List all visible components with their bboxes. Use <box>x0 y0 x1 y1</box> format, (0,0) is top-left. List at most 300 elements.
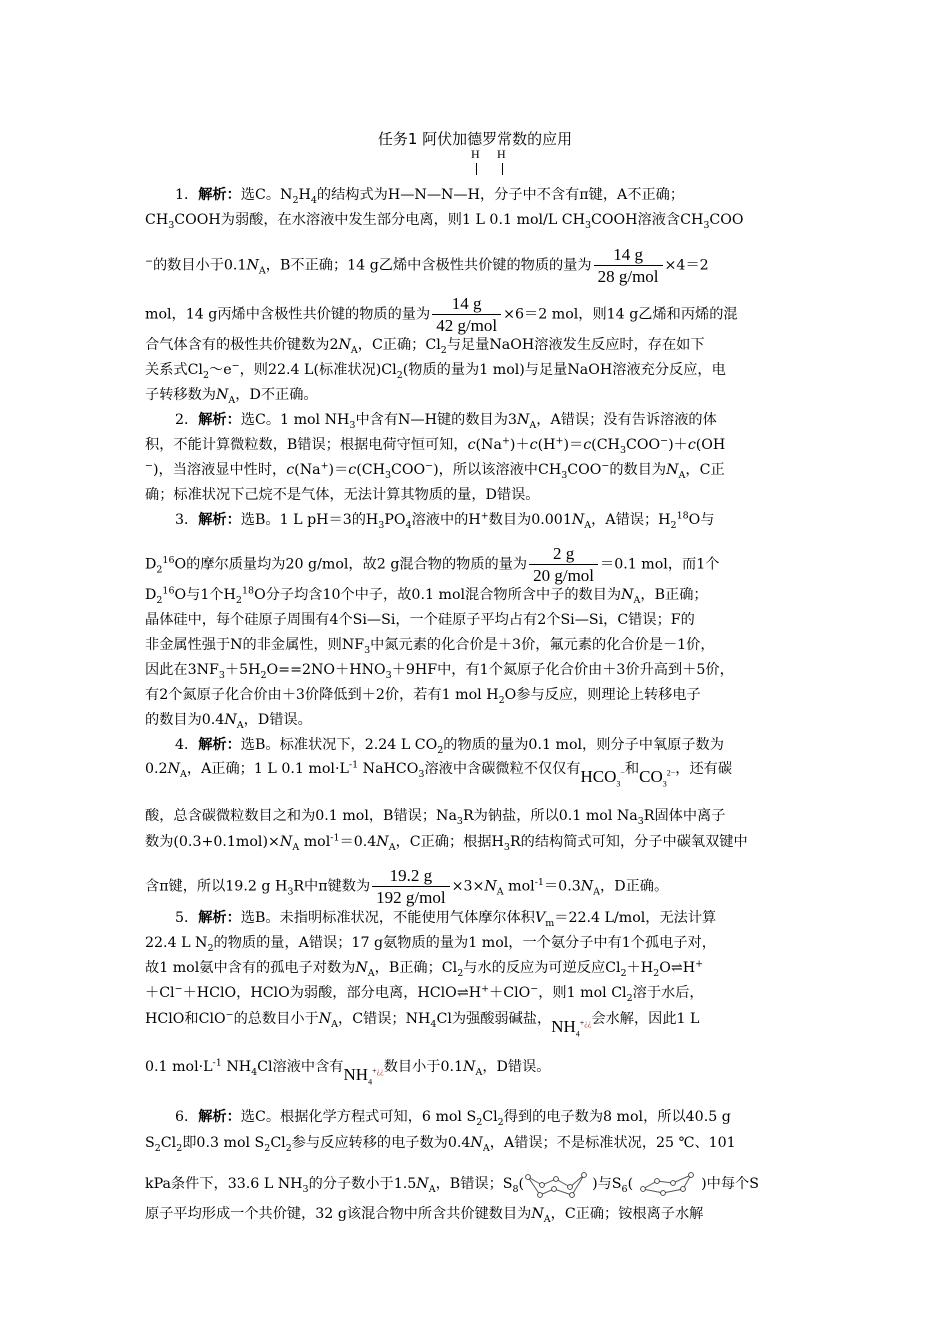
text-span: 原子平均形成一个共价键，32 g该混合物中所含共价键数目为 <box>145 1206 532 1222</box>
text-span: − <box>425 460 434 472</box>
text-line <box>145 832 810 852</box>
text-span: ＝22.4 L/mol，无法计算 <box>554 910 717 926</box>
text-span: 2 <box>497 1116 504 1128</box>
text-span: 16 <box>162 585 175 597</box>
text-span: m <box>545 917 555 929</box>
text-span: Cl <box>482 1109 498 1125</box>
text-span: A <box>236 719 244 731</box>
text-span: N <box>376 834 389 850</box>
text-span: 3 <box>619 444 626 456</box>
text-span: ，D错误。 <box>243 712 312 728</box>
text-span: (H <box>537 437 556 453</box>
text-span: 即0.3 mol S <box>182 1135 265 1151</box>
answer-label: 解析： <box>198 1109 241 1125</box>
fraction: $\frac{14 g}{\text{42 g/mol}}$ <box>432 294 501 335</box>
text-line <box>145 294 810 335</box>
text-line <box>145 360 810 380</box>
text-span: ，B不正确；14 g乙烯中含极性共价键的物质的量为 <box>265 257 592 274</box>
text-span: Cl为强酸弱碱盐 <box>436 1011 537 1027</box>
text-span: 得到的电子数为8 mol，所以40.5 g <box>503 1109 731 1125</box>
text-span: 2 <box>154 1142 161 1154</box>
text-span: 会水解，因此1 L <box>591 1011 700 1027</box>
text-span: HClO和ClO <box>145 1011 226 1027</box>
text-span: )，所以该溶液中CH <box>433 462 562 478</box>
text-line <box>175 1107 840 1127</box>
text-span: 3 <box>584 219 592 231</box>
text-span: N <box>167 761 180 777</box>
text-span: c <box>529 437 538 453</box>
hydrazine-h-left: H <box>471 147 480 161</box>
text-span: )＋ <box>509 437 530 453</box>
text-line <box>145 1056 810 1087</box>
text-span: O==2NO＋HNO <box>266 662 386 678</box>
text-span: 2 <box>437 744 444 756</box>
text-span: c <box>348 462 357 478</box>
text-span: D <box>145 587 157 603</box>
text-span: 因此在3NF <box>145 662 219 678</box>
text-span: )＝ <box>328 462 349 478</box>
text-span: 和 <box>624 761 640 777</box>
text-span: NaHCO <box>358 761 419 777</box>
text-span: Cl <box>270 1135 286 1151</box>
text-span: 16 <box>162 554 175 566</box>
text-span: 2 <box>498 694 505 706</box>
text-span: 数目为0.001 <box>488 512 572 528</box>
text-span: 有2个氮原子化合价由＋3价降低到＋2价，若有1 mol H <box>145 687 499 703</box>
text-span: − <box>174 983 183 995</box>
text-span: 0.2 <box>145 761 168 777</box>
fraction: $\frac{14 g}{\text{28 g/mol}}$ <box>594 245 663 286</box>
text-span: + <box>555 435 564 447</box>
text-line <box>145 983 810 1003</box>
text-span: A <box>584 519 592 531</box>
text-line <box>145 660 810 680</box>
text-span: R的结构简式可知，分子中碳氧双键中 <box>509 834 748 850</box>
text-span: )中每个S <box>701 1176 759 1192</box>
text-span: 的数目为0.4 <box>145 712 225 728</box>
text-line <box>175 185 840 205</box>
text-span: N <box>621 587 634 603</box>
text-span: 3 <box>385 669 392 681</box>
text-span: O与 <box>688 512 715 528</box>
text-span: N <box>580 878 594 895</box>
text-span: 4 <box>251 1066 258 1078</box>
text-span: ＝0.3 <box>543 878 581 895</box>
text-span: ，C错误；NH <box>338 1011 431 1027</box>
text-span: N <box>224 712 237 728</box>
text-span: 数为(0.3+0.1mol)× <box>145 834 280 850</box>
text-span: A <box>496 886 504 898</box>
text-span: 3 <box>302 1183 309 1195</box>
text-span: N <box>531 1206 544 1222</box>
text-span: -1 <box>212 1057 222 1069</box>
text-span: (物质的量为1 mol)与足量NaOH溶液充分反应，电 <box>402 362 726 378</box>
text-span: − <box>601 460 610 472</box>
text-line <box>145 435 810 455</box>
text-span: A <box>367 967 375 979</box>
text-span: CH <box>145 212 169 228</box>
text-span: 4． <box>175 737 199 753</box>
text-span: COOH溶液含CH <box>591 212 704 228</box>
hydrazine-h-right: H <box>497 147 506 161</box>
text-span: 18 <box>676 510 689 522</box>
text-span: (CH <box>591 437 620 453</box>
text-span: mol <box>503 878 535 895</box>
text-span: N <box>279 834 293 850</box>
text-span: 3 <box>378 519 385 531</box>
ammonium-formula: $NH_4^{+¿¿}$ <box>343 1065 384 1087</box>
text-line <box>145 1204 810 1224</box>
text-span: kPa条件下，33.6 L NH <box>145 1176 303 1192</box>
text-span: 的数目为 <box>609 462 667 478</box>
fraction: $\frac{19.2 g}{\text{192 g/mol}}$ <box>372 866 449 907</box>
text-span: c <box>583 437 592 453</box>
answer-label: 解析： <box>198 910 241 926</box>
text-span: 故1 mol氨中含有的孤电子对数为 <box>145 960 356 976</box>
text-span: − <box>530 983 539 995</box>
text-span: A <box>180 768 187 780</box>
text-span: COO <box>567 462 602 478</box>
text-line <box>145 1008 810 1039</box>
text-span: N <box>470 1135 483 1151</box>
text-span: 选B。标准状况下，2.24 L CO <box>240 737 438 753</box>
text-span: (CH <box>356 462 385 478</box>
text-span: S <box>145 1135 155 1151</box>
text-line <box>145 485 810 505</box>
text-span: 22.4 L N <box>145 935 208 951</box>
text-span: 1． <box>175 187 199 203</box>
text-span: 3 <box>287 886 294 898</box>
text-span: 6 <box>621 1183 628 1195</box>
text-span: 选B。1 L pH＝3的H <box>240 512 379 528</box>
text-span: ，D不正确。 <box>235 387 318 403</box>
text-line <box>145 385 810 405</box>
text-span: mol，14 g丙烯中含极性共价键的物质的量为 <box>145 306 431 323</box>
text-span: ，则1 mol Cl <box>538 985 627 1001</box>
text-span: 2 <box>440 344 447 356</box>
text-span: 确；标准状况下己烷不是气体，无法计算其物质的量，D错误。 <box>145 487 540 503</box>
text-span: 晶体硅中，每个硅原子周围有4个Si—Si，一个硅原子平均占有2个Si—Si，C错误；F的 <box>145 612 695 628</box>
text-span: ×6＝2 mol，则14 g乙烯和丙烯的混 <box>503 306 738 323</box>
text-line <box>145 958 810 978</box>
text-span: − <box>225 1009 234 1021</box>
text-span: 选C。1 mol NH <box>240 412 350 428</box>
text-span: 0.1 mol·L <box>145 1059 213 1075</box>
text-span: ～e <box>209 362 232 378</box>
text-span: 与足量NaOH溶液发生反应时，存在如下 <box>446 337 705 353</box>
text-span: COO <box>391 462 426 478</box>
text-line <box>145 585 810 605</box>
text-span: N <box>338 337 351 353</box>
text-span: 参与反应转移的电子数为0.4 <box>291 1135 471 1151</box>
text-span: 2 <box>235 594 242 606</box>
text-span: A <box>482 1142 490 1154</box>
text-span: 选C。N <box>240 187 293 203</box>
text-span: 的分子数小于1.5 <box>308 1176 417 1192</box>
text-span: N <box>463 1059 476 1075</box>
text-line <box>145 1167 810 1201</box>
text-span: R中π键数为 <box>293 878 371 895</box>
text-span: D <box>145 556 157 573</box>
text-line <box>175 735 840 755</box>
text-span: 4 <box>405 519 412 531</box>
text-span: ， <box>537 1011 552 1027</box>
text-span: ，B错误；S <box>435 1176 513 1192</box>
text-span: R固体中离子 <box>643 808 726 824</box>
text-span: N <box>246 257 259 274</box>
text-span: 6． <box>175 1109 199 1125</box>
text-line <box>145 335 810 355</box>
text-line <box>145 544 810 585</box>
text-line <box>145 210 810 230</box>
text-span: (Na <box>294 462 321 478</box>
text-span: A <box>543 1213 551 1225</box>
text-span: ＋H <box>626 960 654 976</box>
text-span: )＝ <box>563 437 584 453</box>
text-span: 3 <box>637 815 644 827</box>
text-span: ＝0.1 mol，而1个 <box>600 556 720 573</box>
text-span: N <box>484 878 497 895</box>
text-span: A <box>350 344 358 356</box>
text-span: A <box>428 1183 436 1195</box>
text-span: H <box>298 187 311 203</box>
text-span: c <box>687 437 696 453</box>
text-span: 2 <box>626 992 633 1004</box>
hydrazine-bond-right <box>502 163 503 175</box>
text-span: 数目小于0.1 <box>383 1059 464 1075</box>
text-span: ，B正确； <box>640 587 708 603</box>
text-span: 溶液中的H <box>411 512 481 528</box>
text-span: ( <box>518 1176 525 1192</box>
text-span: 3 <box>349 419 356 431</box>
text-span: 3 <box>364 644 371 656</box>
text-span: N <box>355 960 368 976</box>
text-line <box>145 245 810 286</box>
text-span: 2 <box>457 967 464 979</box>
text-span: ，A正确；1 L 0.1 mol·L <box>186 761 349 777</box>
answer-label: 解析： <box>198 412 241 428</box>
text-span: O参与反应，则理论上转移电子 <box>504 687 701 703</box>
fraction: $\frac{2 g}{\text{20 g/mol}}$ <box>529 544 598 585</box>
text-line <box>145 710 810 730</box>
text-span: 2 <box>202 369 210 381</box>
text-span: 2 <box>176 1142 183 1154</box>
text-span: R为钠盐，所以0.1 mol Na <box>462 808 638 824</box>
text-span: A <box>593 886 601 898</box>
text-span: A <box>529 419 537 431</box>
text-span: 2 <box>396 369 403 381</box>
text-span: 5． <box>175 910 199 926</box>
text-span: ，A错误；H <box>591 512 671 528</box>
text-span: -1 <box>534 876 544 888</box>
text-span: 2 <box>207 942 214 954</box>
text-span: Cl <box>160 1135 177 1151</box>
text-span: + <box>480 510 489 522</box>
text-span: + <box>481 983 490 995</box>
answer-label: 解析： <box>198 737 241 753</box>
text-span: )，当溶液显中性时， <box>152 462 287 478</box>
text-span: 合气体含有的极性共价键数为2 <box>145 337 339 353</box>
text-span: A <box>678 469 686 481</box>
text-span: N <box>215 387 229 403</box>
text-span: 2 <box>156 564 163 576</box>
text-span: 选C。根据化学方程式可知，6 mol S <box>240 1109 477 1125</box>
text-span: 的物质的量为0.1 mol，则分子中氧原子数为 <box>443 737 724 753</box>
s8-ring-icon <box>524 1167 592 1201</box>
text-line <box>145 460 810 480</box>
text-span: ＋HClO，HClO为弱酸，部分电离，HClO⇌H <box>182 985 482 1001</box>
text-line <box>145 610 810 630</box>
text-span: 溶于水后， <box>632 985 704 1001</box>
text-line <box>145 685 810 705</box>
page-title: 任务1 阿伏加德罗常数的应用 <box>377 130 573 148</box>
text-span: )与S <box>592 1176 622 1192</box>
text-span: 4 <box>430 1018 437 1030</box>
text-span: + <box>320 460 329 472</box>
text-span: 非金属性强于N的非金属性，则NF <box>145 637 365 653</box>
text-span: (OH <box>695 437 726 453</box>
text-span: 3 <box>456 815 463 827</box>
text-span: ，C正确；根据H <box>395 834 504 850</box>
text-span: ＋ClO <box>489 985 531 1001</box>
text-span: 2 <box>653 967 660 979</box>
text-span: COO <box>625 437 661 453</box>
text-span: ，A错误；没有告诉溶液的体 <box>536 412 717 428</box>
text-span: 3 <box>385 469 392 481</box>
text-span: ，C正确；铵根离子水解 <box>550 1206 704 1222</box>
text-span: ×4＝2 <box>664 257 709 274</box>
text-span: O⇌H <box>659 960 696 976</box>
text-span: COOH为弱酸，在水溶液中发生部分电离，则1 L 0.1 mol/L CH <box>174 212 585 228</box>
text-span: ( <box>627 1176 634 1192</box>
text-line <box>145 866 810 907</box>
text-span: ＋9HF中，有1个氮原子化合价由＋3价升高到＋5价， <box>391 662 734 678</box>
text-span: Cl溶液中含有 <box>257 1059 344 1075</box>
text-span: N <box>318 1011 332 1027</box>
text-span: 2 <box>156 594 163 606</box>
answer-label: 解析： <box>198 187 241 203</box>
text-span: ，则22.4 L(标准状况)Cl <box>239 362 397 378</box>
text-span: − <box>660 435 669 447</box>
text-span: 关系式Cl <box>145 362 203 378</box>
text-span: mol <box>299 834 331 850</box>
text-span: A <box>228 394 236 406</box>
text-span: 2 <box>285 1142 292 1154</box>
text-span: 18 <box>241 585 255 597</box>
text-span: N <box>666 462 679 478</box>
text-span: ×3× <box>451 878 485 895</box>
text-span: 的结构式为H—N—N—H，分子中不含有π键，A不正确； <box>316 187 685 203</box>
text-span: NH <box>221 1059 252 1075</box>
text-span: ，C正确；Cl <box>357 337 441 353</box>
text-line <box>175 908 840 928</box>
text-span: A <box>475 1066 483 1078</box>
text-span: 的数目小于0.1 <box>152 257 247 274</box>
answer-label: 解析： <box>198 512 241 528</box>
text-span: ，D正确。 <box>600 878 669 895</box>
text-span: O与1个H <box>174 587 236 603</box>
text-span: c <box>286 462 295 478</box>
text-line <box>175 510 840 530</box>
text-span: 的总数目小于 <box>233 1011 319 1027</box>
text-span: 2 <box>260 669 267 681</box>
text-span: ，A错误；不是标准状况，25 ℃、101 <box>489 1135 736 1151</box>
text-span: 与水的反应为可逆反应Cl <box>463 960 621 976</box>
text-span: 子转移数为 <box>145 387 216 403</box>
text-span: 积，不能计算微粒数，B错误；根据电荷守恒可知， <box>145 437 468 453</box>
ammonium-formula: $NH_4^{+¿¿}$ <box>551 1017 592 1039</box>
text-span: 2 <box>476 1116 483 1128</box>
text-span: + <box>695 958 704 970</box>
text-span: A <box>331 1018 339 1030</box>
text-line <box>175 410 840 430</box>
text-span: − <box>145 460 153 472</box>
text-line <box>145 635 810 655</box>
text-span: ，D错误。 <box>482 1059 551 1075</box>
text-span: 3 <box>418 768 425 780</box>
text-span: ＋5H <box>224 662 261 678</box>
text-span: ＝0.4 <box>339 834 377 850</box>
text-span: PO <box>384 512 406 528</box>
text-span: 中氮元素的化合价是＋3价，氟元素的化合价是－1价， <box>370 637 715 653</box>
text-line <box>145 1133 810 1153</box>
text-span: 3 <box>561 469 568 481</box>
text-span: A <box>388 841 396 853</box>
text-span: A <box>292 841 300 853</box>
text-span: 的物质的量，A错误；17 g氨物质的量为1 mol，一个氨分子中有1个孤电子对， <box>213 935 716 951</box>
ion-formula: $CO_3^{2-}$ <box>639 767 676 789</box>
text-span: ＋Cl <box>145 985 175 1001</box>
text-span: ，C正 <box>685 462 725 478</box>
text-span: 3． <box>175 512 199 528</box>
text-span: 3 <box>218 669 225 681</box>
text-span: 2 <box>292 194 299 206</box>
hydrazine-bond-left <box>476 163 477 175</box>
text-line <box>145 758 810 789</box>
text-span: c <box>467 437 476 453</box>
text-span: 中含有N—H键的数目为3 <box>355 412 517 428</box>
text-span: A <box>258 265 266 277</box>
text-line <box>145 933 810 953</box>
text-span: 2 <box>264 1142 271 1154</box>
text-span: N <box>416 1176 429 1192</box>
text-span: + <box>501 435 510 447</box>
ion-formula: $HCO_3^-$ <box>580 767 625 789</box>
text-span: A <box>633 594 641 606</box>
text-span: COO <box>709 212 744 228</box>
text-span: 2． <box>175 412 199 428</box>
text-span: 酸，总含碳微粒数目之和为0.1 mol，B错误；Na <box>145 808 457 824</box>
text-span: O的摩尔质量均为20 g/mol，故2 g混合物的物质的量为 <box>174 556 528 573</box>
text-span: − <box>231 360 240 372</box>
text-span: − <box>145 255 153 267</box>
text-span: -1 <box>348 759 359 771</box>
text-span: V <box>534 910 546 926</box>
text-span: ，B正确；Cl <box>374 960 458 976</box>
text-span: 3 <box>703 219 710 231</box>
text-span: 2 <box>670 519 677 531</box>
text-span: 8 <box>512 1183 519 1195</box>
text-span: )＋ <box>668 437 688 453</box>
text-line <box>145 806 810 826</box>
s6-ring-icon <box>633 1167 701 1201</box>
text-span: 3 <box>168 219 175 231</box>
text-span: (Na <box>475 437 502 453</box>
text-span: 选B。未指明标准状况，不能使用气体摩尔体积 <box>240 910 535 926</box>
text-span: N <box>516 412 530 428</box>
text-span: O分子均含10个中子，故0.1 mol混合物所含中子的数目为 <box>254 587 622 603</box>
text-span: 溶液中含碳微粒不仅仅有 <box>424 761 581 777</box>
